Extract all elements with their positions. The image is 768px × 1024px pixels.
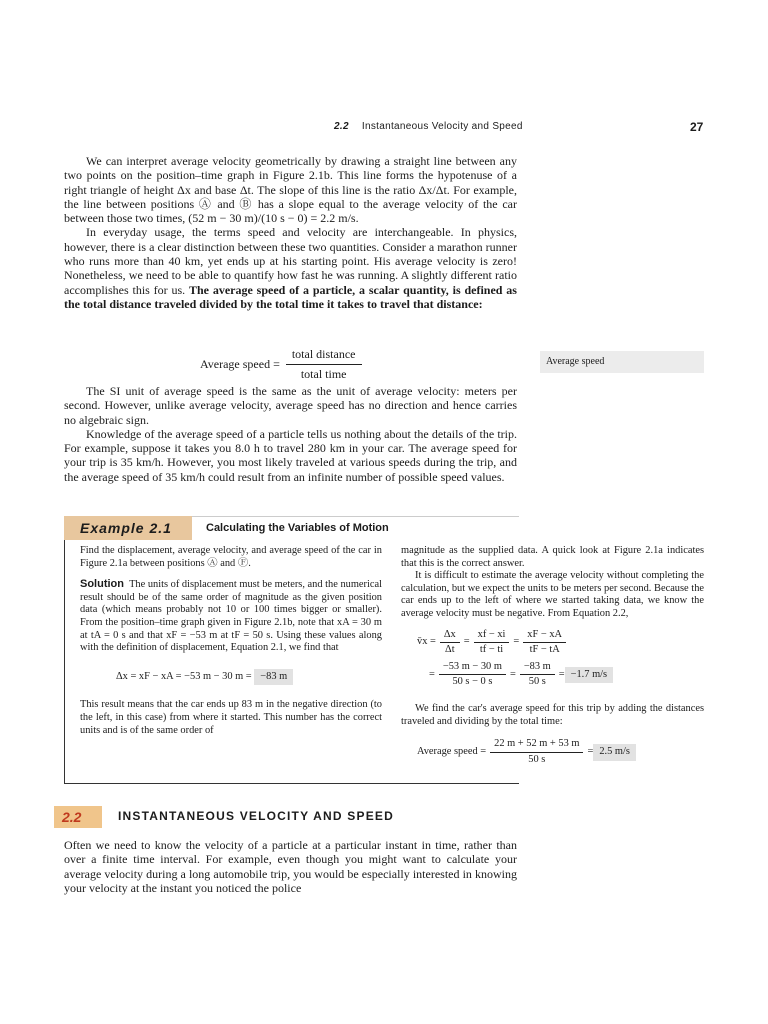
- avg-speed-fraction: [286, 347, 362, 382]
- velocity-equation-line-2: = $\frac{-53 m - 30 m}{50 s - 0 s}$ = $\frac{-83 m}{50 s}$ = −1.7 m/s: [429, 661, 704, 689]
- intro-paragraph-2: [64, 225, 517, 311]
- header-section-title: Instantaneous Velocity and Speed: [361, 121, 523, 132]
- example-title: Example 2.1: [80, 520, 172, 536]
- example-problem: Find the displacement, average velocity, and average speed of the car in Figure 2.1a between positions Ⓐ and Ⓕ.: [80, 545, 382, 569]
- section-text: [64, 838, 517, 895]
- speed-lhs: Average speed =: [417, 745, 487, 757]
- avg-speed-definition: The average speed of a particle, a scalar quantity, is defined as the total distance traveled divided by the total time it takes to travel that distance:: [64, 282, 517, 311]
- vel-f2-den: tf − ti: [479, 644, 504, 656]
- solution-heading: Solution: [80, 578, 124, 591]
- vel-f5-den: 50 s: [528, 676, 546, 688]
- header-section-number: 2.2: [334, 121, 349, 132]
- avg-speed-lhs: Average speed =: [200, 357, 280, 371]
- speed-den: 50 s: [528, 753, 546, 765]
- vel-f5-num: −83 m: [520, 661, 555, 676]
- vel-f1-num: Δx: [440, 629, 460, 644]
- right-paragraph-3: We find the car's average speed for this trip by adding the distances traveled and dividing by the total time:: [401, 702, 704, 727]
- example-right-column: [401, 545, 704, 766]
- right-paragraph-2: It is difficult to estimate the average velocity without completing the calculation, but we expect the units to be meters per second. Because the car ends up to the left of where we started taking data, we know the average velocity must be negative. From Equation 2.2,: [401, 570, 704, 619]
- displacement-explanation: This result means that the car ends up 83 m in the negative direction (to the left, in this case) from where it started. This number has the correct units and is of the same order of: [80, 699, 382, 736]
- after-eq-paragraph-2: Knowledge of the average speed of a particle tells us nothing about the details of the trip. For example, suppose it takes you 8.0 h to travel 280 km in your car. The average speed for your trip is 35 km/h. However, you most likely traveled at various speeds during the trip, and the average speed of 35 km/h could result from an infinite number of possible speed values.: [64, 426, 517, 484]
- avg-speed-denominator: total time: [300, 367, 347, 381]
- displacement-equation: [116, 669, 382, 686]
- vel-f3-den: tF − tA: [529, 644, 560, 656]
- displacement-result: −83 m: [254, 669, 293, 686]
- right-paragraph-1: magnitude as the supplied data. A quick look at Figure 2.1a indicates that this is the correct answer.: [401, 545, 704, 569]
- page-number: 27: [690, 120, 704, 134]
- example-solution: [80, 578, 382, 655]
- displacement-expression: Δx = xF − xA = −53 m − 30 m =: [116, 670, 252, 682]
- running-header: [334, 121, 523, 132]
- avg-speed-numerator: total distance: [286, 347, 362, 365]
- intro-paragraph-2-text: In everyday usage, the terms speed and velocity are interchangeable. In physics, however, there is a clear distinction between these two quantities. Consider a marathon runner who runs more than 40 km, yet ends up at his starting point. His average velocity is zero! Nonetheless, we need to be able to quantify how fast he was running. A slightly different ratio accomplishes this for us.: [64, 225, 517, 297]
- vel-f1-den: Δt: [445, 644, 455, 656]
- example-left-column: [80, 545, 382, 737]
- speed-result: 2.5 m/s: [593, 744, 636, 761]
- velocity-fraction-3: [523, 629, 566, 657]
- after-equation-text: [64, 384, 517, 484]
- velocity-result: −1.7 m/s: [565, 667, 613, 684]
- vel-f4-num: −53 m − 30 m: [439, 661, 506, 676]
- example-subtitle: Calculating the Variables of Motion: [206, 522, 389, 534]
- velocity-equation-line-1: v̄x = $\frac{\Delta x}{\Delta t}$ = $\frac{xf - xi}{tf - ti}$ = $\frac{xF - xA}{tF - tA}$: [417, 629, 704, 657]
- section-number-tag: 2.2: [54, 806, 102, 828]
- solution-text: The units of displacement must be meters, and the numerical result should be of the same order of magnitude as the given position data (which means probably not 10 or 100 times bigger or smaller). From the position–time graph given in Figure 2.1b, note that xA = 30 m at tA = 0 s and that xF = −53 m at tF = 50 s. Using these values along with the definition of displacement, Equation 2.1, we find that: [80, 579, 383, 654]
- vel-f4-den: 50 s − 0 s: [452, 676, 493, 688]
- vel-f2-num: xf − xi: [474, 629, 510, 644]
- speed-fraction: [490, 738, 583, 766]
- velocity-fraction-4: [439, 661, 506, 689]
- velocity-fraction-1: [440, 629, 460, 657]
- speed-equation: Average speed = $\frac{22 m + 52 m + 53 m}{50 s}$ = 2.5 m/s: [417, 738, 704, 766]
- margin-note: Average speed: [540, 351, 704, 373]
- section-paragraph: Often we need to know the velocity of a particle at a particular instant in time, rather than over a finite time interval. For example, even though you might want to calculate your average velocity during a long automobile trip, you would be especially interested in knowing your velocity at the instant you noticed the police: [64, 838, 517, 895]
- velocity-lhs: v̄x =: [417, 636, 436, 648]
- avg-speed-equation: [200, 347, 362, 382]
- velocity-fraction-5: [520, 661, 555, 689]
- intro-text: [64, 154, 517, 311]
- section-heading: INSTANTANEOUS VELOCITY AND SPEED: [118, 809, 394, 823]
- speed-num: 22 m + 52 m + 53 m: [490, 738, 583, 753]
- velocity-fraction-2: [474, 629, 510, 657]
- intro-paragraph-1: We can interpret average velocity geometrically by drawing a straight line between any two points on the position–time graph in Figure 2.1b. This line forms the hypotenuse of a right triangle of height Δx and base Δt. The slope of this line is the ratio Δx/Δt. For example, the line between positions Ⓐ and Ⓑ has a slope equal to the average velocity of the car between those two times, (52 m − 30 m)/(10 s − 0) = 2.2 m/s.: [64, 154, 517, 226]
- after-eq-paragraph-1: The SI unit of average speed is the same as the unit of average velocity: meters per second. However, unlike average velocity, average speed has no direction and hence carries no algebraic sign.: [64, 384, 517, 427]
- vel-f3-num: xF − xA: [523, 629, 566, 644]
